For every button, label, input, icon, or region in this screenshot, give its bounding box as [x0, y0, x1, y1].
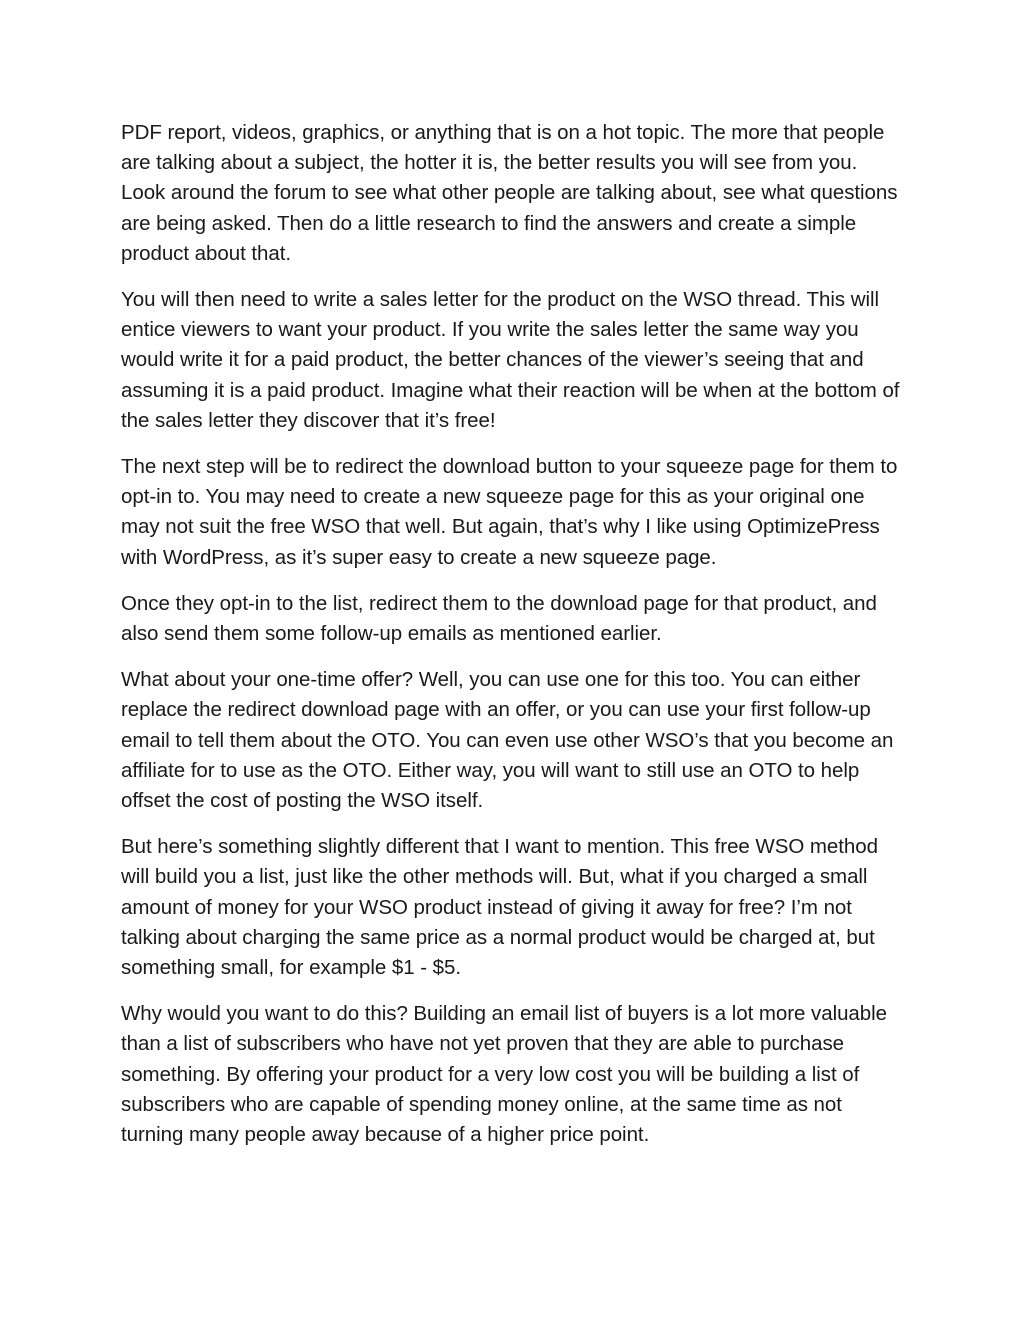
- paragraph-4: Once they opt-in to the list, redirect them to the download page for that product, and also send them some follow-up emails as mentioned earlier.: [121, 591, 877, 646]
- paragraph-5: What about your one-time offer? Well, you can use one for this too. You can either replace the redirect download page with an offer, or you can use your first follow-up email to tell them about the OTO. You can even use other WSO’s that you become an affiliate for to use as the OTO. Either way, you will want to still use an OTO to help offset the cost of posting the WSO itself.: [121, 668, 894, 813]
- paragraph-2: You will then need to write a sales letter for the product on the WSO thread. This will entice viewers to want your product. If you write the sales letter the same way you would write it for a paid product, the better chances of the viewer’s seeing that and assuming it is a paid product. Imagine what their reaction will be when at the bottom of the sales letter they discover that it’s free!: [121, 288, 900, 432]
- document-body: [121, 118, 907, 1166]
- paragraph-3: The next step will be to redirect the download button to your squeeze page for them to opt-in to. You may need to create a new squeeze page for this as your original one may not suit the free WSO that well. But again, that’s why I like using OptimizePress with WordPress, as it’s super easy to create a new squeeze page.: [121, 455, 898, 569]
- paragraph-6: But here’s something slightly different that I want to mention. This free WSO method will build you a list, just like the other methods will. But, what if you charged a small amount of money for your WSO product instead of giving it away for free? I’m not talking about charging the same price as a normal product would be charged at, but something small, for example $1 - $5.: [121, 835, 878, 980]
- paragraph-7: Why would you want to do this? Building an email list of buyers is a lot more valuable than a list of subscribers who have not yet proven that they are able to purchase something. By offering your product for a very low cost you will be building a list of subscribers who are capable of spending money online, at the same time as not turning many people away because of a higher price point.: [121, 1002, 887, 1147]
- paragraph-1: PDF report, videos, graphics, or anything that is on a hot topic. The more that people are talking about a subject, the hotter it is, the better results you will see from you. Look around the forum to see what other people are talking about, see what questions are being asked. Then do a little research to find the answers and create a simple product about that.: [121, 121, 898, 265]
